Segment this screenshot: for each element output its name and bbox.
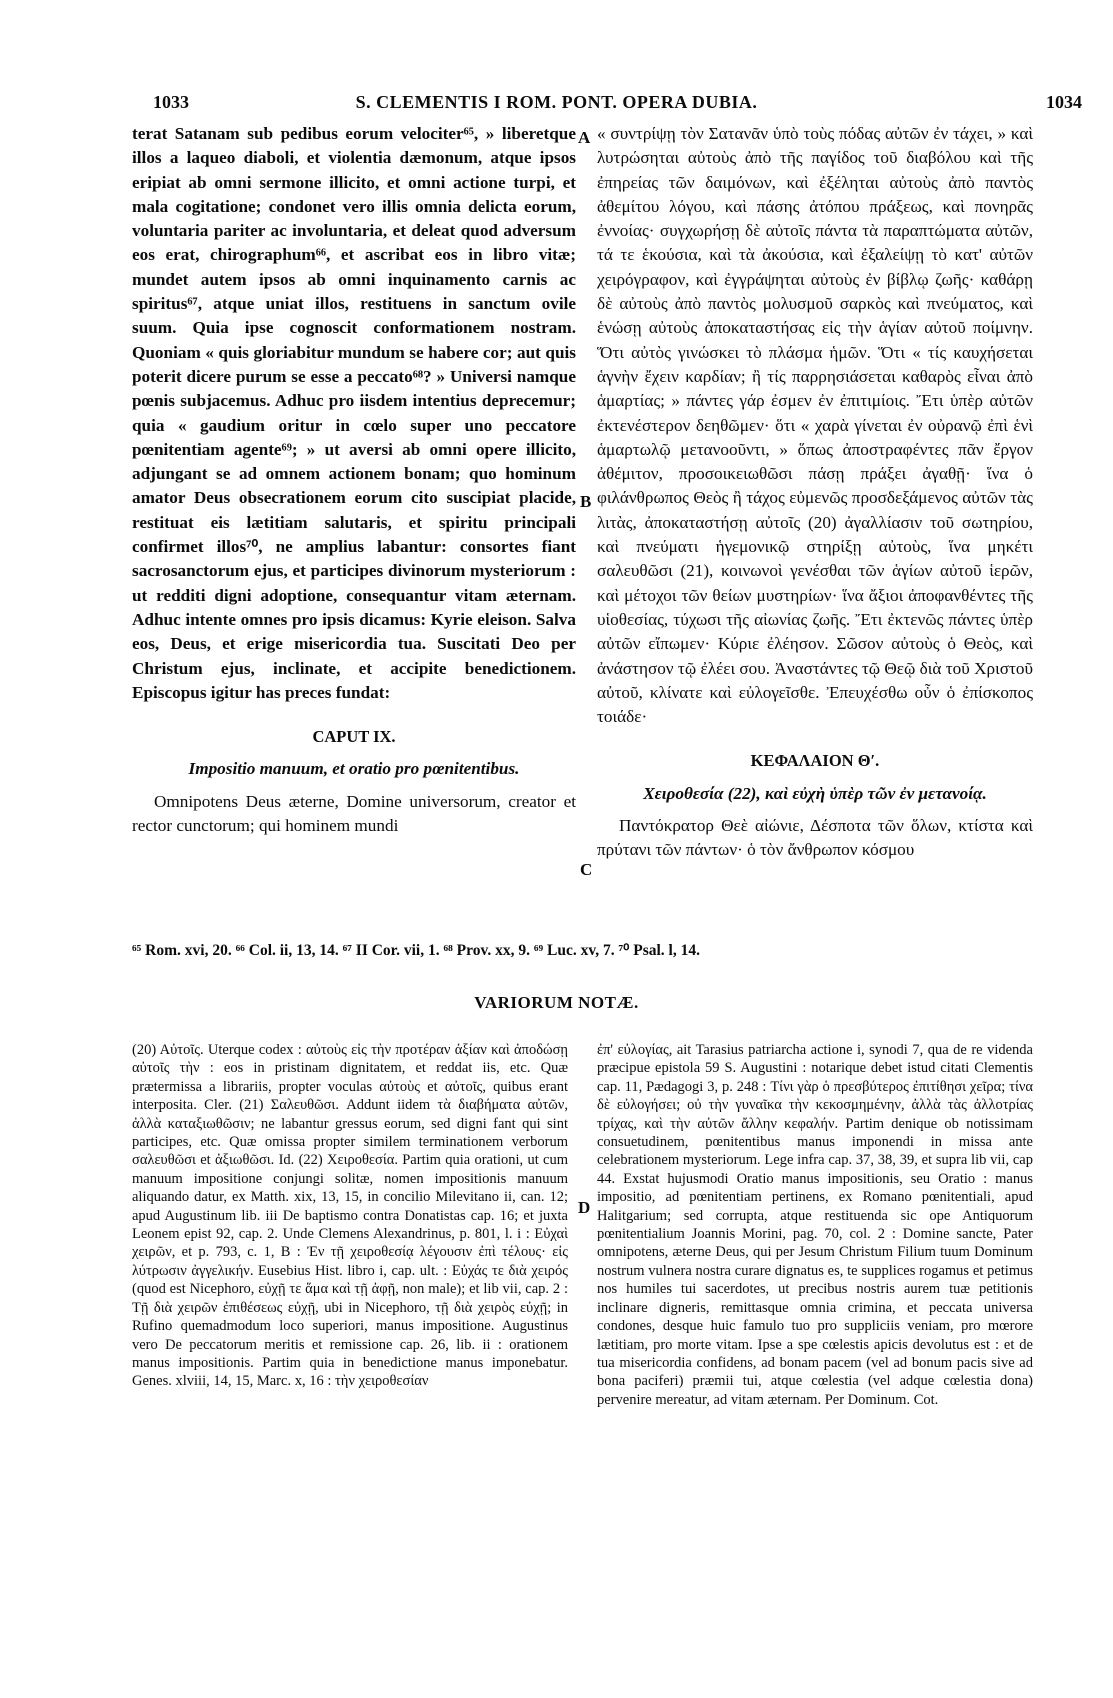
page-number-left: 1033: [153, 92, 189, 112]
notes-right-column: [597, 1041, 1033, 1409]
margin-marker-b: B: [580, 492, 592, 511]
latin-paragraph: terat Satanam sub pedibus eorum velociter⁶⁵, » liberetque illos a laqueo diaboli, et violentia dæmonum, atque ipsos eripiat ab omni sermone illicito, et omni actione turpi, et mala cogitatione; condonet vero illis omnia delicta eorum, voluntaria pariter ac involuntaria, et deleat quod adversum eos erat, chirographum⁶⁶, et ascribat eos in libro vitæ; mundet autem ipsos ab omni inquinamento carnis ac spiritus⁶⁷, atque uniat illos, restituens in sanctum ovile suum. Quia ipse cognoscit conformationem nostram. Quoniam « quis gloriabitur mundum se habere cor; aut quis poterit dicere purum se esse a peccato⁶⁸? » Universi namque pœnis subjacemus. Adhuc pro iisdem intentius deprecemur; quia « gaudium oritur in cœlo super uno peccatore pœnitentiam agente⁶⁹; » ut aversi ab omni opere illicito, adjungant se ad omnem actionem bonam; quo hominum amator Deus obsecrationem eorum cito suscipiat placide, restituat eis lætitiam salutaris, et spiritu principali confirmet illos⁷⁰, ne amplius labantur: consortes fiant sacrosanctorum ejus, et participes divinorum mysteriorum : ut redditi digni adoptione, consequantur vitam æternam. Adhuc intente omnes pro ipsis dicamus: Kyrie eleison. Salva eos, Deus, et erige misericordia tua. Suscitati Deo per Christum ejus, inclinate, et accipite benedictionem. Episcopus igitur has preces fundat:: [132, 124, 576, 702]
margin-marker-d: D: [578, 1198, 591, 1217]
greek-column: [597, 122, 1033, 863]
page-header: [0, 92, 1113, 118]
running-head: S. CLEMENTIS I ROM. PONT. OPERA DUBIA.: [355, 92, 758, 112]
margin-marker-c: C: [580, 860, 593, 879]
latin-paragraph-2: Omnipotens Deus æterne, Domine universorum, creator et rector cunctorum; qui hominem mundi: [132, 791, 576, 836]
page-number-right: 1034: [1046, 92, 1082, 112]
latin-chapter-heading: CAPUT IX.: [312, 727, 396, 747]
latin-chapter-subtitle: Impositio manuum, et oratio pro pœnitentibus.: [188, 759, 520, 779]
greek-chapter-heading: ΚΕΦΑΛΑΙΟΝ Θʹ.: [750, 751, 880, 771]
greek-paragraph: « συντρίψῃ τὸν Σατανᾶν ὑπὸ τοὺς πόδας αὐτῶν ἐν τάχει, » καὶ λυτρώσηται αὐτοὺς ἀπὸ τῆς παγίδος τοῦ διαβόλου καὶ τῆς ἐπηρείας τῶν δαιμόνων, καὶ ἐξέληται αὐτοὺς ἀπὸ παντὸς ἀθεμίτου λόγου, καὶ πάσης ἀτόπου πράξεως, καὶ πονηρᾶς ἐννοίας· συγχωρήσῃ δὲ αὐτοῖς πάντα τὰ παραπτώματα αὐτῶν, τά τε ἑκούσια, καὶ τὰ ἀκούσια, καὶ ἐξαλείψῃ τὸ κατ' αὐτῶν χειρόγραφον, καὶ ἐγγράψηται αὐτοὺς ἐν βίβλῳ ζωῆς· καθάρῃ δὲ αὐτοὺς ἀπὸ παντὸς μολυσμοῦ σαρκὸς καὶ πνεύματος, καὶ ἑνώσῃ αὐτοὺς ἀποκαταστήσας εἰς τὴν ἁγίαν αὐτοῦ ποίμνην. Ὅτι αὐτὸς γινώσκει τὸ πλάσμα ἡμῶν. Ὅτι « τίς καυχήσεται ἁγνὴν ἔχειν καρδίαν; ἢ τίς παρρησιάσεται καθαρὸς εἶναι ἀπὸ ἁμαρτίας; » πάντες γάρ ἐσμεν ἐν ἐπιτιμίοις. Ἔτι ὑπὲρ αὐτῶν ἐκτενέστερον δεηθῶμεν· ὅτι « χαρὰ γίνεται ἐν οὐρανῷ ἐπὶ ἑνὶ ἁμαρτωλῷ μετανοοῦντι, » ὅπως ἀποστραφέντες πᾶν ἔργον ἀθέμιτον, προσοικειωθῶσι πάσῃ πράξει ἀγαθῇ· ἵνα ὁ φιλάνθρωπος Θεὸς ἢ τάχος εὐμενῶς προσδεξάμενος αὐτῶν τὰς λιτὰς, ἀποκαταστήσῃ αὐτοῖς (20) ἀγαλλίασιν τοῦ σωτηρίου, καὶ πνεύματι ἡγεμονικῷ στηρίξῃ αὐτοὺς, ἵνα μηκέτι σαλευθῶσι (21), κοινωνοὶ γενέσθαι τῶν ἁγίων αὐτοῦ ἱερῶν, καὶ μέτοχοι τῶν θείων μυστηρίων· ἵνα ἄξιοι ἀποφανθέντες τῆς υἱοθεσίας, τύχωσι τῆς αἰωνίας ζωῆς. Ἔτι ἐκτενῶς πάντες ὑπὲρ αὐτῶν εἴπωμεν· Κύριε ἐλέησον. Σῶσον αὐτοὺς ὁ Θεὸς, καὶ ἀνάστησον τῷ ἐλέει σου. Ἀναστάντες τῷ Θεῷ διὰ τοῦ Χριστοῦ αὐτοῦ, κλίνατε καὶ εὐλογεῖσθε. Ἐπευχέσθω οὖν ὁ ἐπίσκοπος τοιάδε·: [597, 124, 1033, 727]
greek-chapter-subtitle: Χειροθεσία (22), καὶ εὐχὴ ὑπὲρ τῶν ἐν μετανοίᾳ.: [643, 783, 987, 803]
notes-left-text: (20) Αὐτοῖς. Uterque codex : αὐτοὺς εἰς τὴν προτέραν ἀξίαν καὶ ἀποδώσῃ αὐτοῖς τὴν : eos in pristinam dignitatem, et reddat iis, etc. Quæ prætermissa a librariis, propter voculas αὐτοὺς et αὐτοῖς, quibus erant interposita. Cler. (21) Σαλευθῶσι. Addunt iidem τὰ διαβήματα αὐτῶν, ἀλλὰ καταξιωθῶσιν; ne labantur gressus eorum, sed digni fant qui sint participes, etc. Quæ omissa propter similem terminationem verborum σαλευθῶσι et ἀξιωθῶσι. Id. (22) Χειροθεσία. Partim quia orationi, ut cum manuum impositione conjungi solitæ, nomen impositionis manuum aliquando datur, ex Matth. xix, 13, 15, in concilio Milevitano ii, can. 12; apud Augustinum lib. iii De baptismo contra Donatistas cap. 16; et juxta Leonem epist 92, cap. 2. Unde Clemens Alexandrinus, p. 801, l. i : Εὐχαὶ χειρῶν, et p. 793, c. 1, B : Ἐν τῇ χειροθεσίᾳ λέγουσιν ἐπὶ τέλους· εἰς λύτρωσιν ἀγγελικήν. Eusebius Hist. libro i, cap. ult. : Εὐχάς τε διὰ χειρός (quod est Nicephoro, εὐχῇ τε ἅμα καὶ τῇ ἀφῇ, non male); et lib vii, cap. 2 : Τῇ διὰ χειρῶν ἐπιθέσεως εὐχῇ, ubi in Nicephoro, τῇ διὰ χειρὸς εὐχῇ; in Rufino quemadmodum loco superiori, manus impositione. Augustinus vero De peccatorum meritis et remissione cap. 26, lib. ii : orationem manus impositionis. Partim quia in benedictione manus imponebatur. Genes. xlviii, 14, 15, Marc. x, 16 : τὴν χειροθεσίαν: [132, 1042, 568, 1390]
notes-right-text: ἐπ' εὐλογίας, ait Tarasius patriarcha actione i, synodi 7, qua de re videnda præcipue epistola 59 S. Augustini : notarique debet istud citati Clementis cap. 11, Pædagogi 3, p. 248 : Τίνι γὰρ ὁ πρεσβύτερος ἐπιτίθησι χεῖρα; τίνα δὲ εὐλογήσει; οὐ τὴν γυναῖκα τὴν κεκοσμημένην, ἀλλὰ τὰς ἀλλοτρίας τρίχας, καὶ τὴν αὐτῶν ἄλλην κεφαλήν. Partim denique ob notissimam consuetudinem, pœnitentibus manus imponendi in missa ante celebrationem mysteriorum. Lege infra cap. 37, 38, 39, et supra lib vii, cap 44. Exstat hujusmodi Oratio manus impositionis, seu Oratio : manus impositio, ad pœnitentiam pertinens, ex Romano pœnitentiali, apud Halitgarium; sed corrupta, atque restituenda sic ope Antiquorum pœnitentialium Joannis Morini, pag. 70, col. 2 : Domine sancte, Pater omnipotens, æterne Deus, qui per Jesum Christum Filium tuum Dominum nostrum vulnera nostra curare dignatus es, te supplices rogamus et petimus nos humiles tui sacerdotes, ut precibus nostris aurem tuæ petitionis inclinare digneris, remittasque omnia crimina, et peccata universa condones, desque huic famulo tuo pro suppliciis veniam, pro mœrore lætitiam, pro morte vitam. Ipse a spe cœlestis apicis devolutus est : et de tua misericordia confidens, ad bonam pacem (vel ad bonum pacis sive ad bona paciferi) præmii tui, atque cœlestia (vel adque cœlestia dona) pervenire mereatur, ad vitam æternam. Per Dominum. Cot.: [597, 1042, 1033, 1408]
notes-left-column: [132, 1041, 568, 1391]
margin-marker-a: A: [578, 128, 591, 147]
notes-heading: VARIORUM NOTÆ.: [474, 993, 639, 1012]
scripture-references: ⁶⁵ Rom. xvi, 20. ⁶⁶ Col. ii, 13, 14. ⁶⁷ II Cor. vii, 1. ⁶⁸ Prov. xx, 9. ⁶⁹ Luc. xv, 7. ⁷⁰ Psal. l, 14.: [132, 942, 700, 959]
greek-paragraph-2: Παντόκρατορ Θεὲ αἰώνιε, Δέσποτα τῶν ὅλων, κτίστα καὶ πρύτανι τῶν πάντων· ὁ τὸν ἄνθρωπον κόσμου: [597, 816, 1033, 860]
latin-column: [132, 122, 576, 838]
